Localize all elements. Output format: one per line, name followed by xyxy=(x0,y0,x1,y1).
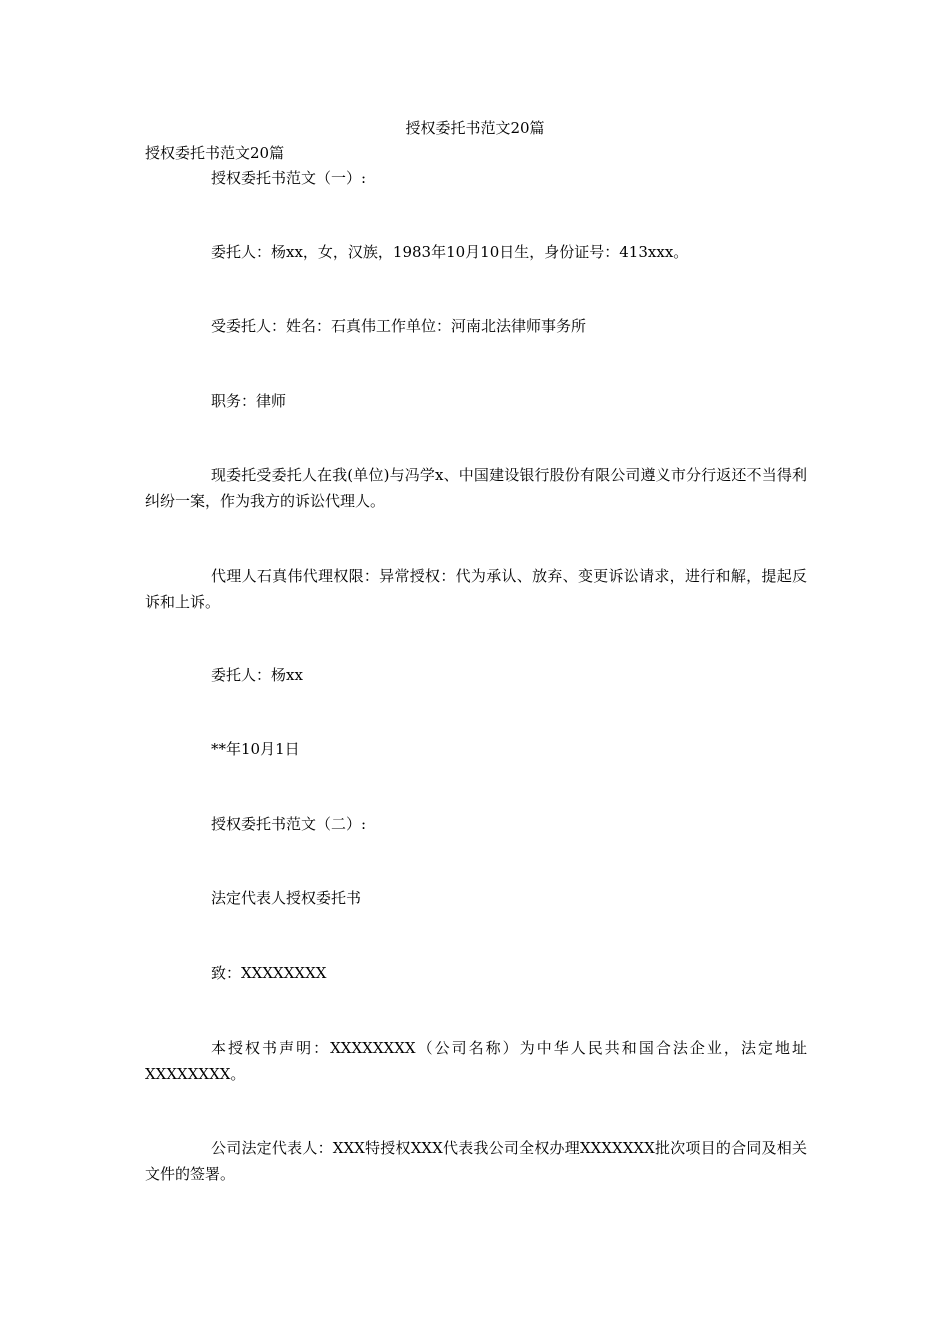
section-heading-two: 授权委托书范文（二）: xyxy=(211,815,367,833)
paragraph-date: **年10月1日 xyxy=(211,740,300,758)
document-title: 授权委托书范文20篇 xyxy=(405,119,545,137)
section-heading-one: 授权委托书范文（一）: xyxy=(211,169,367,187)
paragraph-signature: 委托人：杨xx xyxy=(211,666,303,684)
paragraph-entrustment: 现委托受委托人在我(单位)与冯学x、中国建设银行股份有限公司遵义市分行返还不当得利纠纷一案，作为我方的诉讼代理人。 xyxy=(145,466,807,510)
paragraph-letter-title: 法定代表人授权委托书 xyxy=(211,889,362,907)
paragraph-position: 职务：律师 xyxy=(211,392,287,410)
paragraph-principal: 委托人：杨xx，女，汉族，1983年10月10日生，身份证号：413xxx。 xyxy=(211,243,689,261)
document-heading: 授权委托书范文20篇 xyxy=(145,144,285,162)
paragraph-agent: 受委托人：姓名：石真伟工作单位：河南北法律师事务所 xyxy=(211,317,587,335)
paragraph-declaration: 本授权书声明：XXXXXXXX（公司名称）为中华人民共和国合法企业，法定地址XXXXXXXX。 xyxy=(145,1039,807,1083)
paragraph-addressee: 致：XXXXXXXX xyxy=(211,964,327,982)
paragraph-authority: 代理人石真伟代理权限：异常授权：代为承认、放弃、变更诉讼请求，进行和解，提起反诉和上诉。 xyxy=(145,567,807,611)
paragraph-legal-representative: 公司法定代表人：XXX特授权XXX代表我公司全权办理XXXXXXX批次项目的合同及相关文件的签署。 xyxy=(145,1139,807,1183)
